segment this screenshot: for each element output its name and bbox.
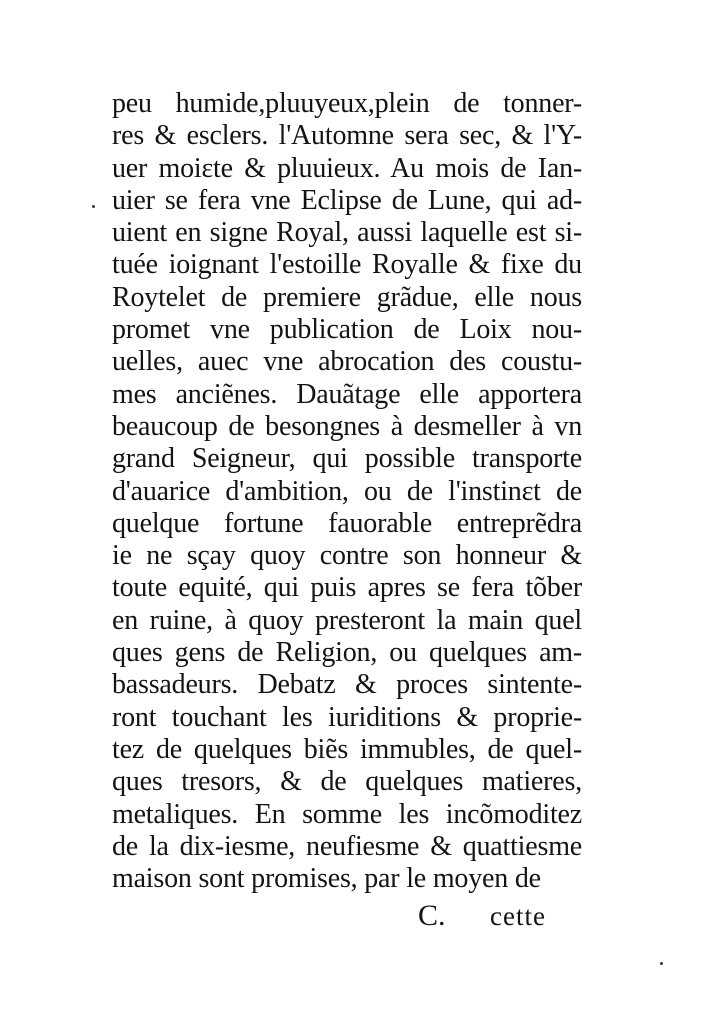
text-line: uer moiɛte & pluuieux. Au mois de Ian-: [112, 152, 582, 184]
text-line: metaliques. En somme les incõmoditez: [112, 798, 582, 830]
signature-mark: C.: [418, 899, 446, 932]
text-line: uelles, auec vne abrocation des coustu-: [112, 346, 582, 378]
text-line: peu humide,pluuyeux,plein de tonner-: [112, 88, 582, 119]
text-line: ront touchant les iuriditions & propriе-: [112, 701, 582, 733]
text-line: ques tresors, & de quelques matieres,: [112, 766, 582, 798]
text-line: bassadeurs. Debatz & proces sintente-: [112, 669, 582, 701]
text-line: uient en signe Royal, aussi laquelle est si-: [112, 217, 582, 249]
text-line: res & esclers. l'Automne sera sec, & l'Y-: [112, 120, 582, 152]
text-line: grand Seigneur, qui possible transporte: [112, 443, 582, 475]
body-text: [112, 88, 582, 895]
text-line: ie ne sçay quoy contre son honneur &: [112, 540, 582, 572]
text-line: Roytelet de premiere grãdue, elle nous: [112, 281, 582, 313]
text-line: d'auarice d'ambition, ou de l'instinɛt de: [112, 475, 582, 507]
text-line: quelque fortune fauorable entreprẽdra: [112, 507, 582, 539]
page-footer: [0, 896, 724, 936]
text-line: ques gens de Religion, ou quelques am-: [112, 637, 582, 669]
ink-speck: [92, 205, 95, 208]
text-line: en ruine, à quoy presteront la main quel: [112, 604, 582, 636]
text-line: promet vne publication de Loix nou-: [112, 314, 582, 346]
ink-speck: [660, 962, 663, 965]
text-line: de la dix-iesme, neufiesme & quattiesme: [112, 830, 582, 862]
text-line: toute equité, qui puis apres se fera tõber: [112, 572, 582, 604]
text-line: tuée ioignant l'estoille Royalle & fixe du: [112, 249, 582, 281]
text-line: uier se fera vne Eclipse de Lune, qui ad-: [112, 184, 582, 216]
text-line: maison sont promises, par le moyen de: [112, 863, 541, 895]
text-line: beaucoup de besongnes à desmeller à vn: [112, 410, 582, 442]
text-line: tez de quelques biẽs immubles, de quel-: [112, 733, 582, 765]
catchword: cette: [490, 901, 546, 931]
text-line: mes anciẽnes. Dauãtage elle apportera: [112, 378, 582, 410]
